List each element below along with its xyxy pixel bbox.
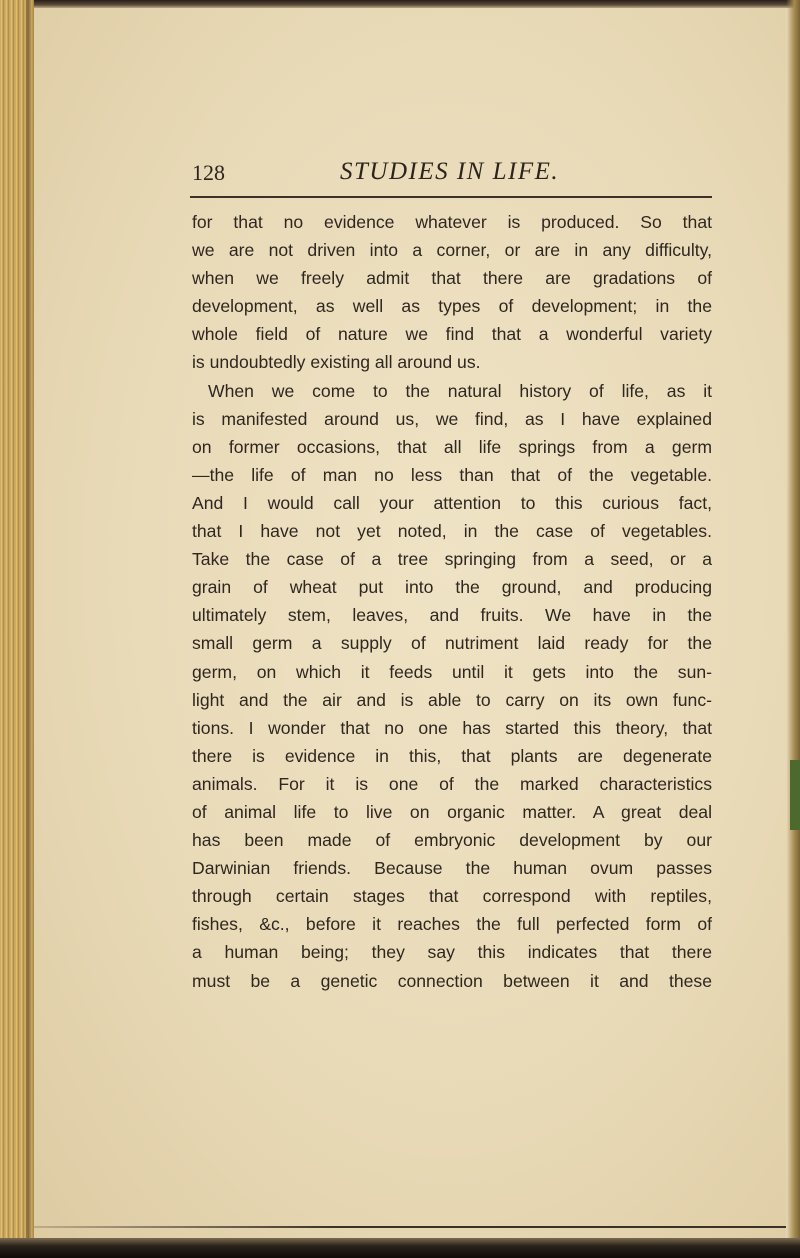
text-line: Darwinian friends. Because the human ovum passes [192, 858, 712, 879]
text-line: of animal life to live on organic matter. A great deal [192, 801, 712, 822]
text-line: for that no evidence whatever is produced. So that [192, 212, 712, 232]
text-line: And I would call your attention to this curious fact, [192, 492, 712, 513]
bottom-rule [34, 1226, 786, 1228]
text-line: ultimately stem, leaves, and fruits. We have in the [192, 605, 712, 626]
text-line: must be a genetic connection between it and these [192, 970, 712, 991]
running-head: STUDIES IN LIFE. [340, 158, 560, 185]
page-number: 128 [192, 160, 225, 185]
text-line: —the life of man no less than that of the vegetable. [192, 464, 712, 485]
text-line: When we come to the natural history of life, as it [208, 380, 712, 401]
text-line: is undoubtedly existing all around us. [192, 352, 481, 373]
text-line: through certain stages that correspond with reptiles, [192, 886, 712, 907]
text-line: small germ a supply of nutriment laid ready for the [192, 633, 712, 654]
text-line: has been made of embryonic development by our [192, 830, 712, 851]
right-page-edge [786, 0, 800, 1258]
text-line: development, as well as types of development; in the [192, 296, 712, 317]
text-line: Take the case of a tree springing from a seed, or a [192, 549, 712, 570]
text-line: we are not driven into a corner, or are in any difficulty, [192, 240, 712, 261]
top-edge [0, 0, 800, 8]
page-header [192, 152, 712, 192]
text-line: grain of wheat put into the ground, and producing [192, 577, 712, 598]
text-line: tions. I wonder that no one has started this theory, that [192, 717, 712, 738]
bottom-edge [0, 1238, 800, 1258]
book-binding-edge [0, 0, 34, 1258]
text-line: a human being; they say this indicates that there [192, 942, 712, 963]
text-line: there is evidence in this, that plants are degenerate [192, 745, 712, 766]
text-line: germ, on which it feeds until it gets into the sun- [192, 661, 712, 682]
text-line: when we freely admit that there are gradations of [192, 268, 712, 289]
text-line: animals. For it is one of the marked characteristics [192, 773, 712, 794]
text-line: on former occasions, that all life springs from a germ [192, 436, 712, 457]
header-rule [190, 196, 712, 198]
body-text [192, 208, 712, 995]
text-line: fishes, &c., before it reaches the full perfected form of [192, 914, 712, 935]
text-line: light and the air and is able to carry on its own func- [192, 689, 712, 710]
page-marker-tab [790, 760, 800, 830]
text-line: whole field of nature we find that a wonderful variety [192, 324, 712, 345]
text-line: that I have not yet noted, in the case of vegetables. [192, 521, 712, 542]
text-line: is manifested around us, we find, as I have explained [192, 408, 712, 429]
